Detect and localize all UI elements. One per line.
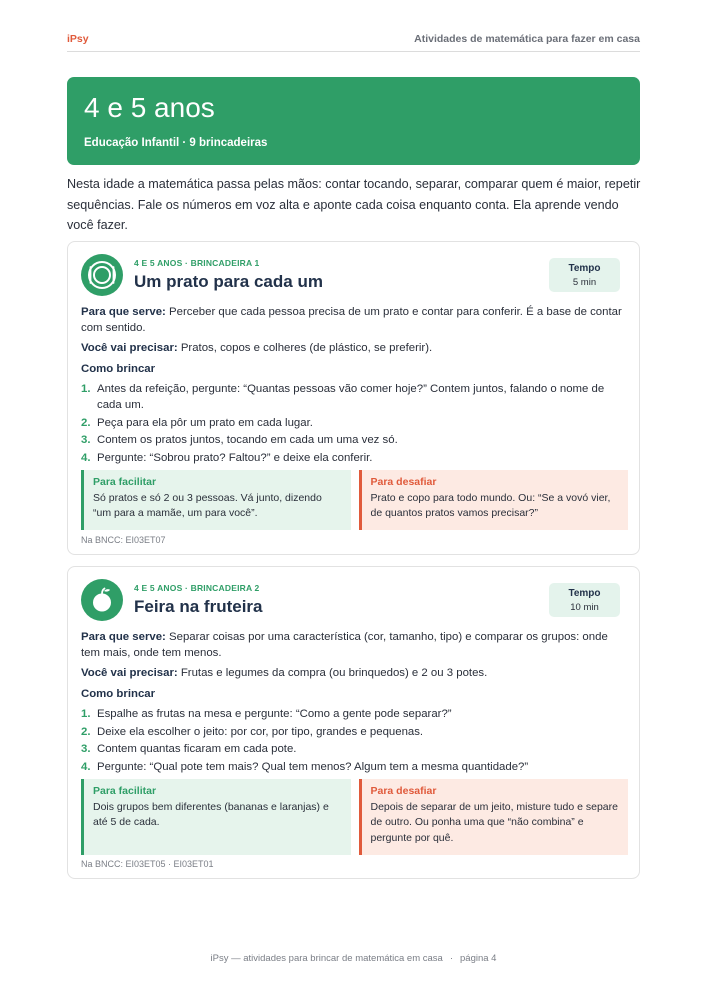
- purpose-text: [81, 629, 628, 661]
- time-label: Tempo: [568, 588, 601, 599]
- how-to-play-heading: Como brincar: [81, 687, 156, 700]
- purpose-value: Separar coisas por uma característica (cor, tamanho, tipo) e comparar os grupos: onde tem mais, onde tem menos.: [81, 631, 608, 660]
- easier-tip: [81, 470, 351, 530]
- age-title: 4 e 5 anos: [84, 92, 215, 123]
- step-item: 4. Pergunte: “Qual pote tem mais? Qual tem menos? Algum tem a mesma quantidade?”: [81, 760, 529, 773]
- easier-tip: [81, 779, 351, 855]
- activity-card: [67, 566, 640, 879]
- bncc-code: Na BNCC: EI03ET07: [81, 535, 166, 545]
- tips-row: [81, 779, 628, 855]
- easier-tip-text: Dois grupos bem diferentes (bananas e laranjas) e até 5 de cada.: [93, 800, 329, 828]
- needs-label: Você vai precisar:: [81, 667, 178, 680]
- page-footer: [0, 953, 707, 964]
- harder-tip: [359, 470, 629, 530]
- needs-value: Pratos, copos e colheres (de plástico, se preferir).: [177, 342, 433, 355]
- activity-kicker: 4 E 5 ANOS · BRINCADEIRA 1: [134, 258, 260, 268]
- step-item: 3. Contem quantas ficaram em cada pote.: [81, 743, 297, 756]
- step-item: 1. Espalhe as frutas na mesa e pergunte: “Como a gente pode separar?”: [81, 707, 452, 720]
- time-badge: [549, 583, 620, 617]
- activity-card: [67, 241, 640, 555]
- footer-text: iPsy — atividades para brincar de matemática em casa: [210, 953, 443, 964]
- steps-list: [81, 381, 628, 467]
- purpose-value: Perceber que cada pessoa precisa de um prato e contar para conferir. É a base de contar com sentido.: [81, 306, 622, 335]
- easier-tip-title: Para facilitar: [93, 476, 157, 488]
- step-item: 2. Deixe ela escolher o jeito: por cor, por tipo, grandes e pequenas.: [81, 725, 424, 738]
- activity-kicker: 4 E 5 ANOS · BRINCADEIRA 2: [134, 583, 260, 593]
- needs-text: [81, 340, 628, 356]
- purpose-label: Para que serve:: [81, 631, 166, 643]
- bncc-code: Na BNCC: EI03ET05 · EI03ET01: [81, 859, 214, 869]
- step-item: 1. Antes da refeição, pergunte: “Quantas pessoas vão comer hoje?” Contem juntos, falando o nome de cada um.: [81, 382, 605, 412]
- harder-tip-text: Prato e copo para todo mundo. Ou: “Se a vovó vier, de quantos pratos vamos precisar?”: [370, 491, 611, 519]
- activity-body: [81, 304, 628, 468]
- harder-tip: [359, 779, 629, 855]
- time-badge: [549, 258, 620, 292]
- how-to-play-heading: Como brincar: [81, 362, 156, 375]
- easier-tip-text: Só pratos e só 2 ou 3 pessoas. Vá junto, dizendo “um para a mamãe, um para você”.: [93, 491, 322, 519]
- footer-separator: ·: [449, 953, 454, 964]
- needs-text: [81, 665, 628, 681]
- purpose-text: [81, 304, 628, 336]
- step-item: 2. Peça para ela pôr um prato em cada lugar.: [81, 416, 313, 429]
- age-banner: [67, 77, 640, 165]
- time-label: Tempo: [568, 263, 601, 274]
- tips-row: [81, 470, 628, 530]
- easier-tip-title: Para facilitar: [93, 785, 157, 797]
- needs-label: Você vai precisar:: [81, 342, 178, 355]
- intro-paragraph: Nesta idade a matemática passa pelas mãos: contar tocando, separar, comparar quem é maior, repetir sequências. Fale os números em voz alta e aponte cada coisa enquanto conta. Ela aprende vendo você fazer.: [67, 177, 641, 232]
- page-number: página 4: [460, 953, 497, 964]
- activity-title: Um prato para cada um: [134, 272, 323, 291]
- needs-value: Frutas e legumes da compra (ou brinquedos) e 2 ou 3 potes.: [177, 667, 488, 680]
- harder-tip-title: Para desafiar: [370, 785, 437, 797]
- fruit-icon: [81, 579, 123, 621]
- time-value: 10 min: [570, 602, 599, 613]
- plate-icon: [81, 254, 123, 296]
- purpose-label: Para que serve:: [81, 306, 166, 318]
- harder-tip-text: Depois de separar de um jeito, misture tudo e separe de outro. Ou ponha uma que “não combina” e pergunte por quê.: [370, 800, 618, 844]
- step-item: 3. Contem os pratos juntos, tocando em cada um uma vez só.: [81, 434, 398, 447]
- document-title: Atividades de matemática para fazer em casa: [414, 33, 640, 45]
- page-header: [67, 33, 640, 52]
- activity-body: [81, 629, 628, 777]
- steps-list: [81, 706, 628, 775]
- activity-title: Feira na fruteira: [134, 597, 263, 616]
- brand-logo-text: iPsy: [67, 33, 89, 45]
- time-value: 5 min: [572, 277, 597, 288]
- step-item: 4. Pergunte: “Sobrou prato? Faltou?” e deixe ela conferir.: [81, 452, 373, 465]
- age-subtitle: Educação Infantil · 9 brincadeiras: [84, 137, 268, 149]
- harder-tip-title: Para desafiar: [370, 476, 437, 488]
